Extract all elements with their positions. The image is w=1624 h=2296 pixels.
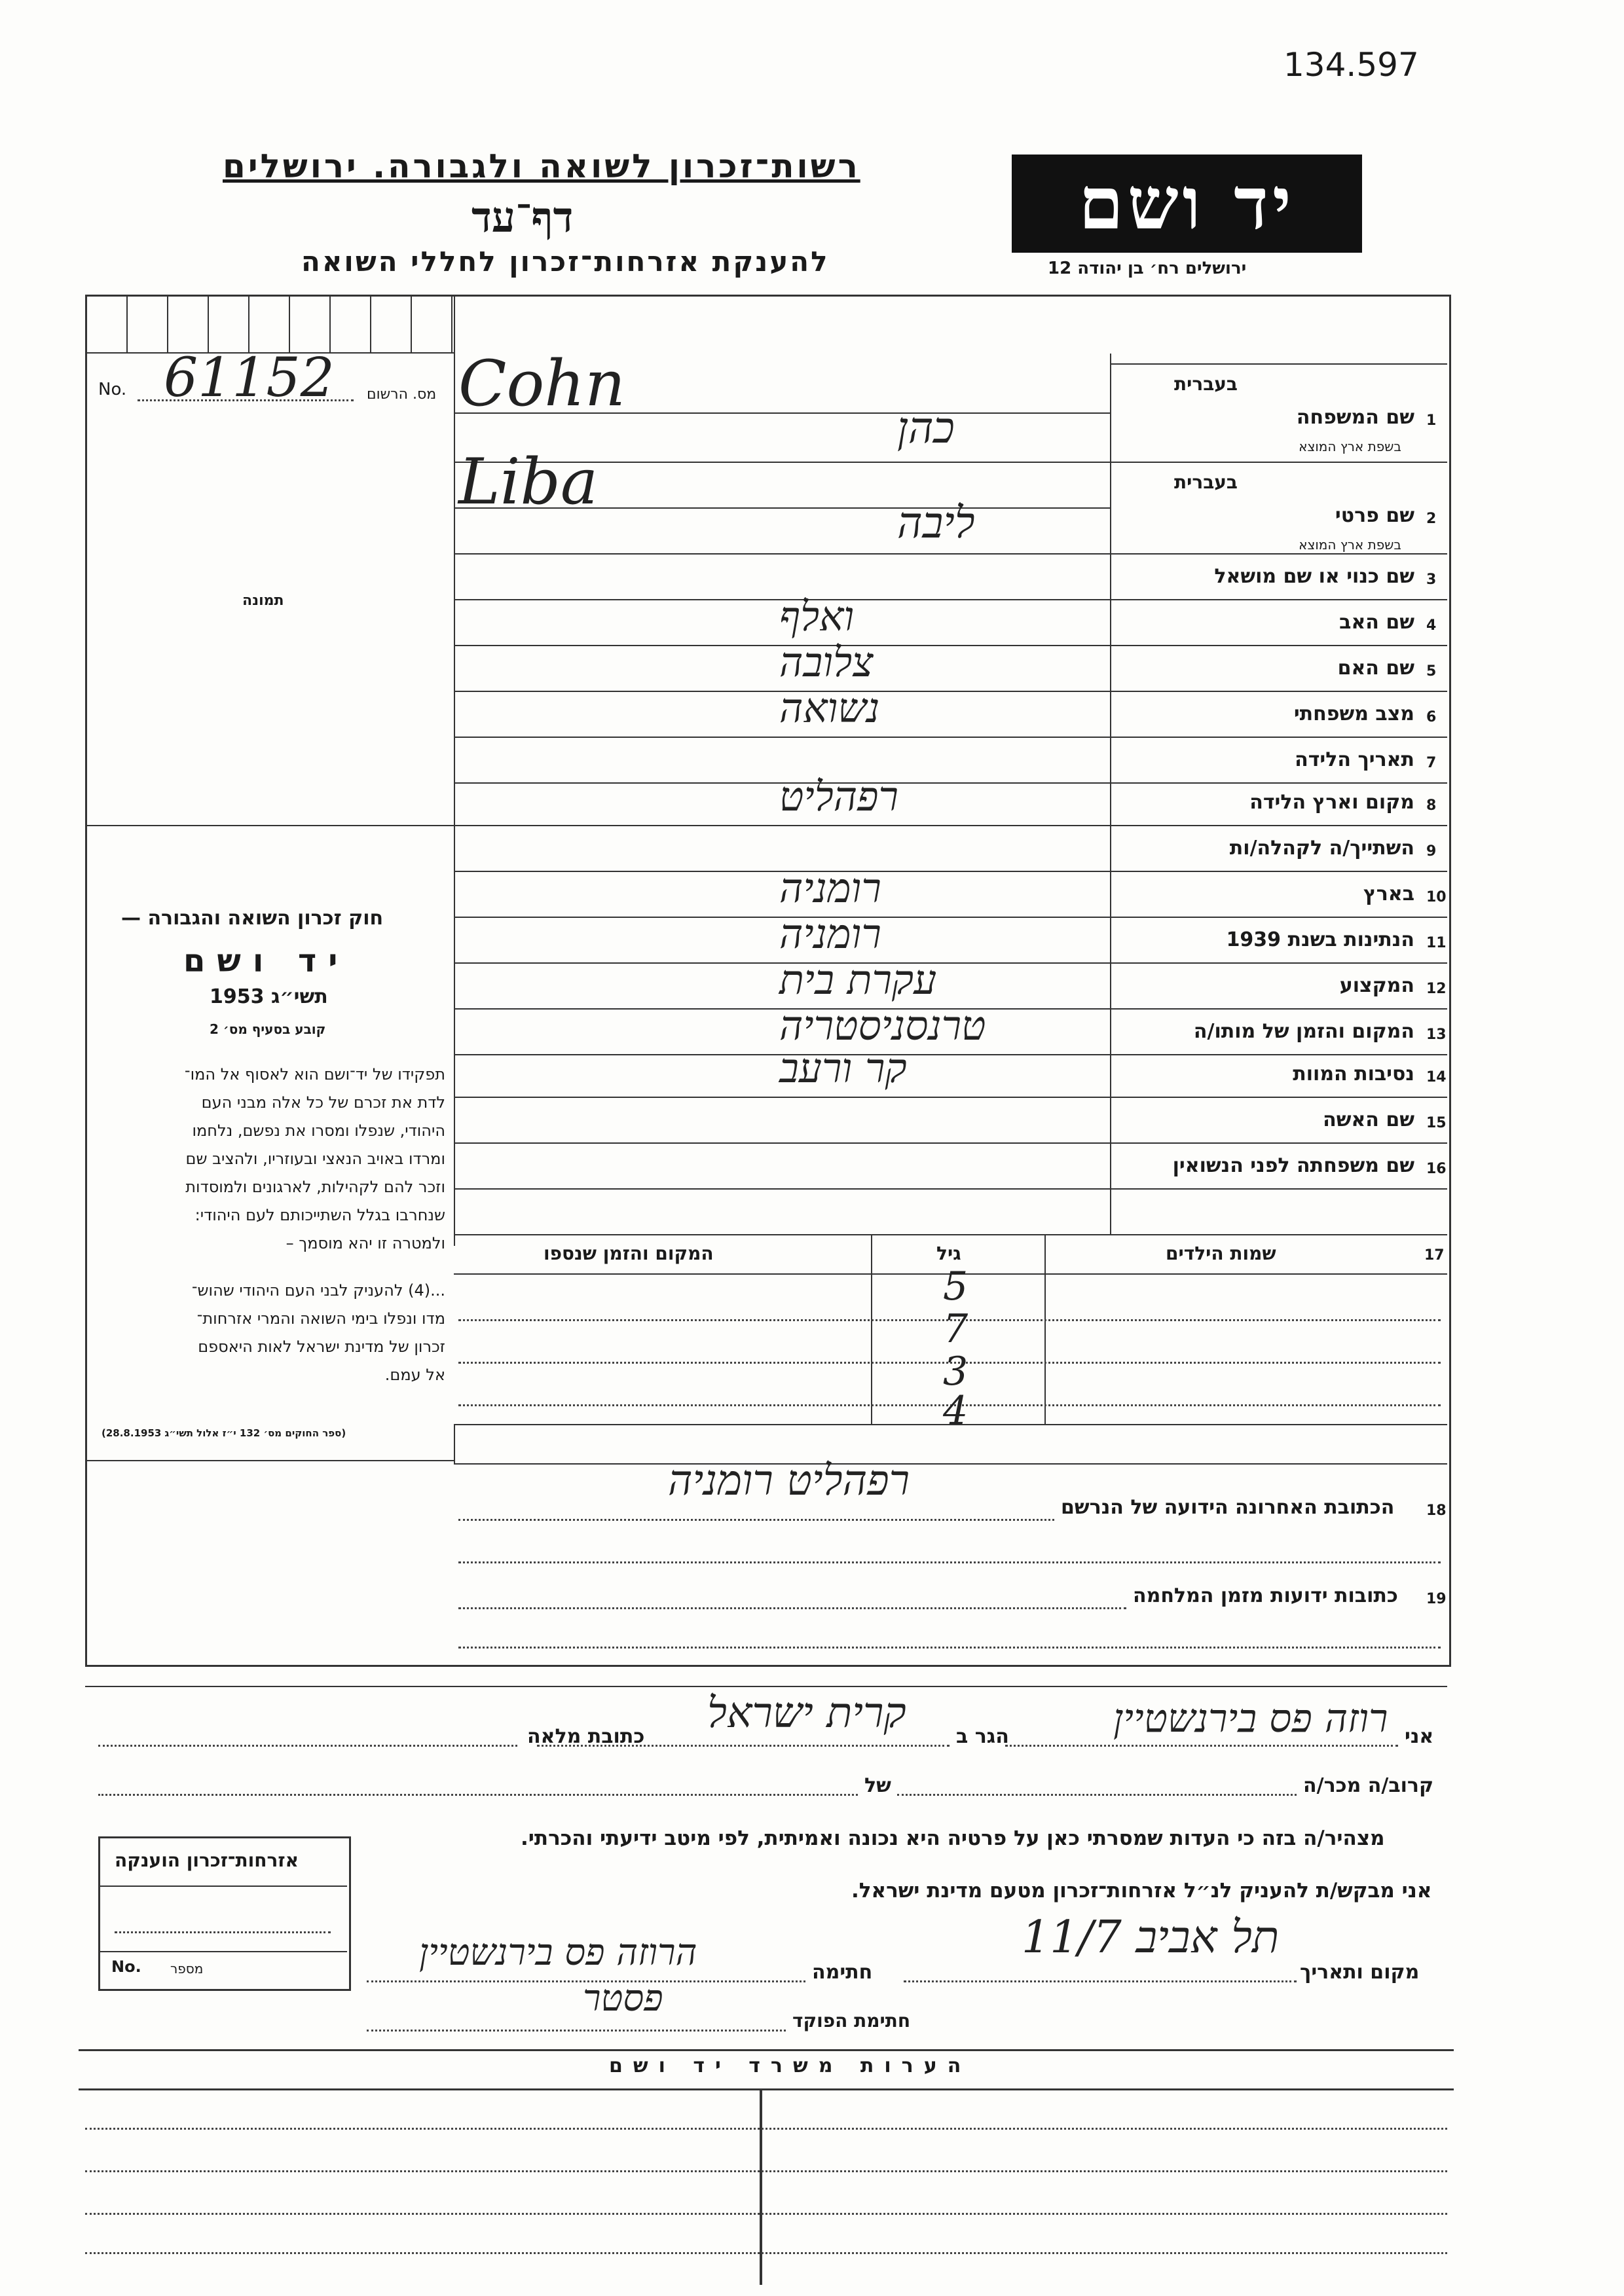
award-box-no: No. bbox=[111, 1958, 141, 1976]
photo-label: תמונה bbox=[242, 592, 284, 609]
field-5-value: צלובה bbox=[779, 638, 874, 686]
registration-no-label: No. bbox=[98, 380, 127, 399]
field-15-number: 15 bbox=[1426, 1115, 1447, 1131]
law-paragraph-1: תפקידו של יד־ושם הוא לאסוף אל המו־ לדת את זכרם של כל אלה מבני העם היהודי, שנפלו ומסרו את נפשם, נלחמו ומרדו באויב הנאצי ובעוזריו, ולהציב שם וזכר להם לקהילות, לארגונים ולמוסדות שנחרבו בגלל השתייכותם לעם היהודי: ולמטרה זו יהא מוסמך – bbox=[184, 1065, 445, 1252]
child-age-2: 7 bbox=[943, 1306, 969, 1352]
field-13-number: 13 bbox=[1426, 1027, 1447, 1043]
field-2-number: 2 bbox=[1426, 511, 1437, 527]
law-name: יד ושם bbox=[183, 943, 350, 979]
remarks-title: הערות משרד יד ושם bbox=[609, 2054, 972, 2077]
witness-name: רוזה פס בירנשטיין bbox=[1113, 1696, 1388, 1741]
law-paragraph-2: ...(4) להעניק לבני העם היהודי שהוש־ מדו ונפלו בימי השואה והמרי אזרחות־ זכרון של מדינת ישראל לאות היאספם אל עמם. bbox=[191, 1281, 445, 1384]
field-9-label: השתייך/ה לקהלה/ות bbox=[1229, 837, 1414, 860]
field-9-number: 9 bbox=[1426, 843, 1437, 860]
field-11-label: הנתינות בשנת 1939 bbox=[1226, 928, 1414, 951]
decl-relative: קרוב/ה מכר/ה bbox=[1303, 1774, 1434, 1797]
field-14-number: 14 bbox=[1426, 1069, 1447, 1085]
field-2-label: שם פרטי bbox=[1335, 504, 1414, 527]
field-1-number: 1 bbox=[1426, 412, 1437, 429]
field-1-origin-note: בשפת ארץ המוצא bbox=[1299, 439, 1401, 454]
yad-vashem-logo: יד ושם bbox=[1012, 155, 1362, 253]
children-place-header: המקום והזמן שנספו bbox=[544, 1243, 714, 1264]
field-2-value-hebrew: ליבה bbox=[897, 498, 975, 548]
decl-full-address: כתובת מלאה bbox=[527, 1725, 645, 1748]
field-6-label: מצב משפחתי bbox=[1293, 702, 1414, 725]
hatch-row bbox=[87, 297, 454, 352]
field-14-label: נסיבות המוות bbox=[1293, 1063, 1414, 1085]
field-12-label: המקצוע bbox=[1339, 974, 1414, 997]
field-7-label: תאריך הלידה bbox=[1295, 748, 1414, 771]
child-age-4: 4 bbox=[943, 1388, 969, 1434]
field-14-value: קר ורעב bbox=[779, 1044, 907, 1092]
child-age-3: 3 bbox=[943, 1349, 969, 1394]
field-2-origin-note: בשפת ארץ המוצא bbox=[1299, 537, 1401, 553]
law-source: (ספר החוקים מס׳ 132 י״ז אלול תשי״ג 28.8.1953) bbox=[101, 1427, 346, 1439]
field-8-value: רפהליט bbox=[779, 773, 898, 820]
children-age-header: גיל bbox=[936, 1243, 961, 1264]
field-5-number: 5 bbox=[1426, 663, 1437, 680]
archive-number: 134.597 bbox=[1283, 46, 1419, 84]
decl-request: אני מבקש/ת להעניק לנ״ל אזרחות־זכרון מטעם מדינת ישראל. bbox=[851, 1879, 1432, 1903]
form-subtitle: להענקת אזרחות־זכרון לחללי השואה bbox=[301, 246, 830, 278]
decl-statement: מצהיר/ה בזה כי העדות שמסרתי כאן על פרטיה היא נכונה ואמיתית, לפי מיטב ידיעתי והכרתי. bbox=[521, 1827, 1385, 1850]
law-title: חוק זכרון השואה והגבורה — bbox=[121, 907, 384, 930]
authority-title: רשות־זכרון לשואה ולגבורה. ירושלים bbox=[223, 147, 860, 185]
field-4-label: שם האב bbox=[1339, 611, 1414, 634]
registration-number: 61152 bbox=[164, 347, 335, 409]
field-13-value: טרנסניסטריה bbox=[779, 1002, 986, 1049]
official-signature-label: חתימת הפוקד bbox=[792, 2010, 911, 2032]
field-1-value-latin: Cohn bbox=[458, 347, 625, 420]
children-names-header: שמות הילדים bbox=[1166, 1243, 1276, 1264]
address-last-number: 18 bbox=[1426, 1503, 1447, 1519]
field-16-label: שם משפחתה לפני הנשואין bbox=[1172, 1154, 1414, 1177]
address-header: ירושלים רח׳ בן יהודה 12 bbox=[1048, 259, 1247, 278]
field-12-value: עקרת בית bbox=[779, 956, 937, 1004]
field-1-label: שם המשפחה bbox=[1296, 406, 1414, 429]
place-date-value: תל אביב 11/7 bbox=[1022, 1912, 1280, 1963]
law-clause: קובע בסעיף מס׳ 2 bbox=[210, 1021, 326, 1037]
field-4-number: 4 bbox=[1426, 617, 1437, 634]
field-6-value: נשואה bbox=[779, 684, 880, 732]
field-10-value: רומניה bbox=[779, 864, 881, 912]
field-1-hebrew-note: בעברית bbox=[1173, 373, 1238, 395]
award-box-title: אזרחות־זכרון הוענקה bbox=[115, 1850, 299, 1871]
decl-i: אני bbox=[1405, 1725, 1434, 1748]
witness-city: קרית ישראל bbox=[707, 1689, 906, 1738]
field-5-label: שם האם bbox=[1337, 657, 1414, 680]
address-last-label: הכתובת האחרונה הידועה של הנרשם bbox=[1061, 1496, 1395, 1519]
place-date-label: מקום ותאריך bbox=[1300, 1961, 1420, 1984]
field-16-number: 16 bbox=[1426, 1161, 1447, 1177]
child-age-1: 5 bbox=[943, 1264, 969, 1309]
field-13-label: המקום והזמן של מותו/ה bbox=[1193, 1020, 1414, 1043]
signature-value: הרוזה פס בירנשטיין bbox=[419, 1931, 697, 1974]
field-3-label: שם כנוי או שם מושאל bbox=[1214, 565, 1414, 588]
address-war-label: כתובות ידועות מזמן המלחמה bbox=[1133, 1584, 1398, 1607]
field-8-number: 8 bbox=[1426, 797, 1437, 814]
field-11-number: 11 bbox=[1426, 935, 1447, 951]
form-title: דף־עד bbox=[471, 193, 574, 242]
field-2-value-latin: Liba bbox=[458, 445, 599, 519]
official-signature-value: פסטר bbox=[583, 1977, 663, 2020]
field-4-value: ואלף bbox=[779, 592, 855, 640]
law-year: תשי״ג 1953 bbox=[210, 985, 328, 1008]
field-2-hebrew-note: בעברית bbox=[1173, 471, 1238, 493]
address-war-number: 19 bbox=[1426, 1591, 1447, 1607]
signature-label: חתימה bbox=[812, 1961, 873, 1984]
registration-label: מס. הרשום bbox=[367, 386, 437, 403]
address-last-value: רפהליט רומניה bbox=[668, 1457, 910, 1505]
field-12-number: 12 bbox=[1426, 981, 1447, 997]
decl-resides: הגר ב bbox=[956, 1725, 1009, 1748]
field-15-label: שם האשה bbox=[1323, 1108, 1414, 1131]
decl-of: של bbox=[864, 1774, 891, 1797]
field-8-label: מקום וארץ הלידה bbox=[1249, 791, 1414, 814]
field-1-value-hebrew: כהן bbox=[897, 403, 955, 453]
field-10-number: 10 bbox=[1426, 889, 1447, 905]
field-10-label: בארץ bbox=[1363, 883, 1414, 905]
children-number: 17 bbox=[1424, 1247, 1445, 1264]
award-box-number-label: מספר bbox=[170, 1961, 204, 1977]
field-6-number: 6 bbox=[1426, 709, 1437, 725]
field-3-number: 3 bbox=[1426, 572, 1437, 588]
field-11-value: רומניה bbox=[779, 910, 881, 958]
field-7-number: 7 bbox=[1426, 755, 1437, 771]
